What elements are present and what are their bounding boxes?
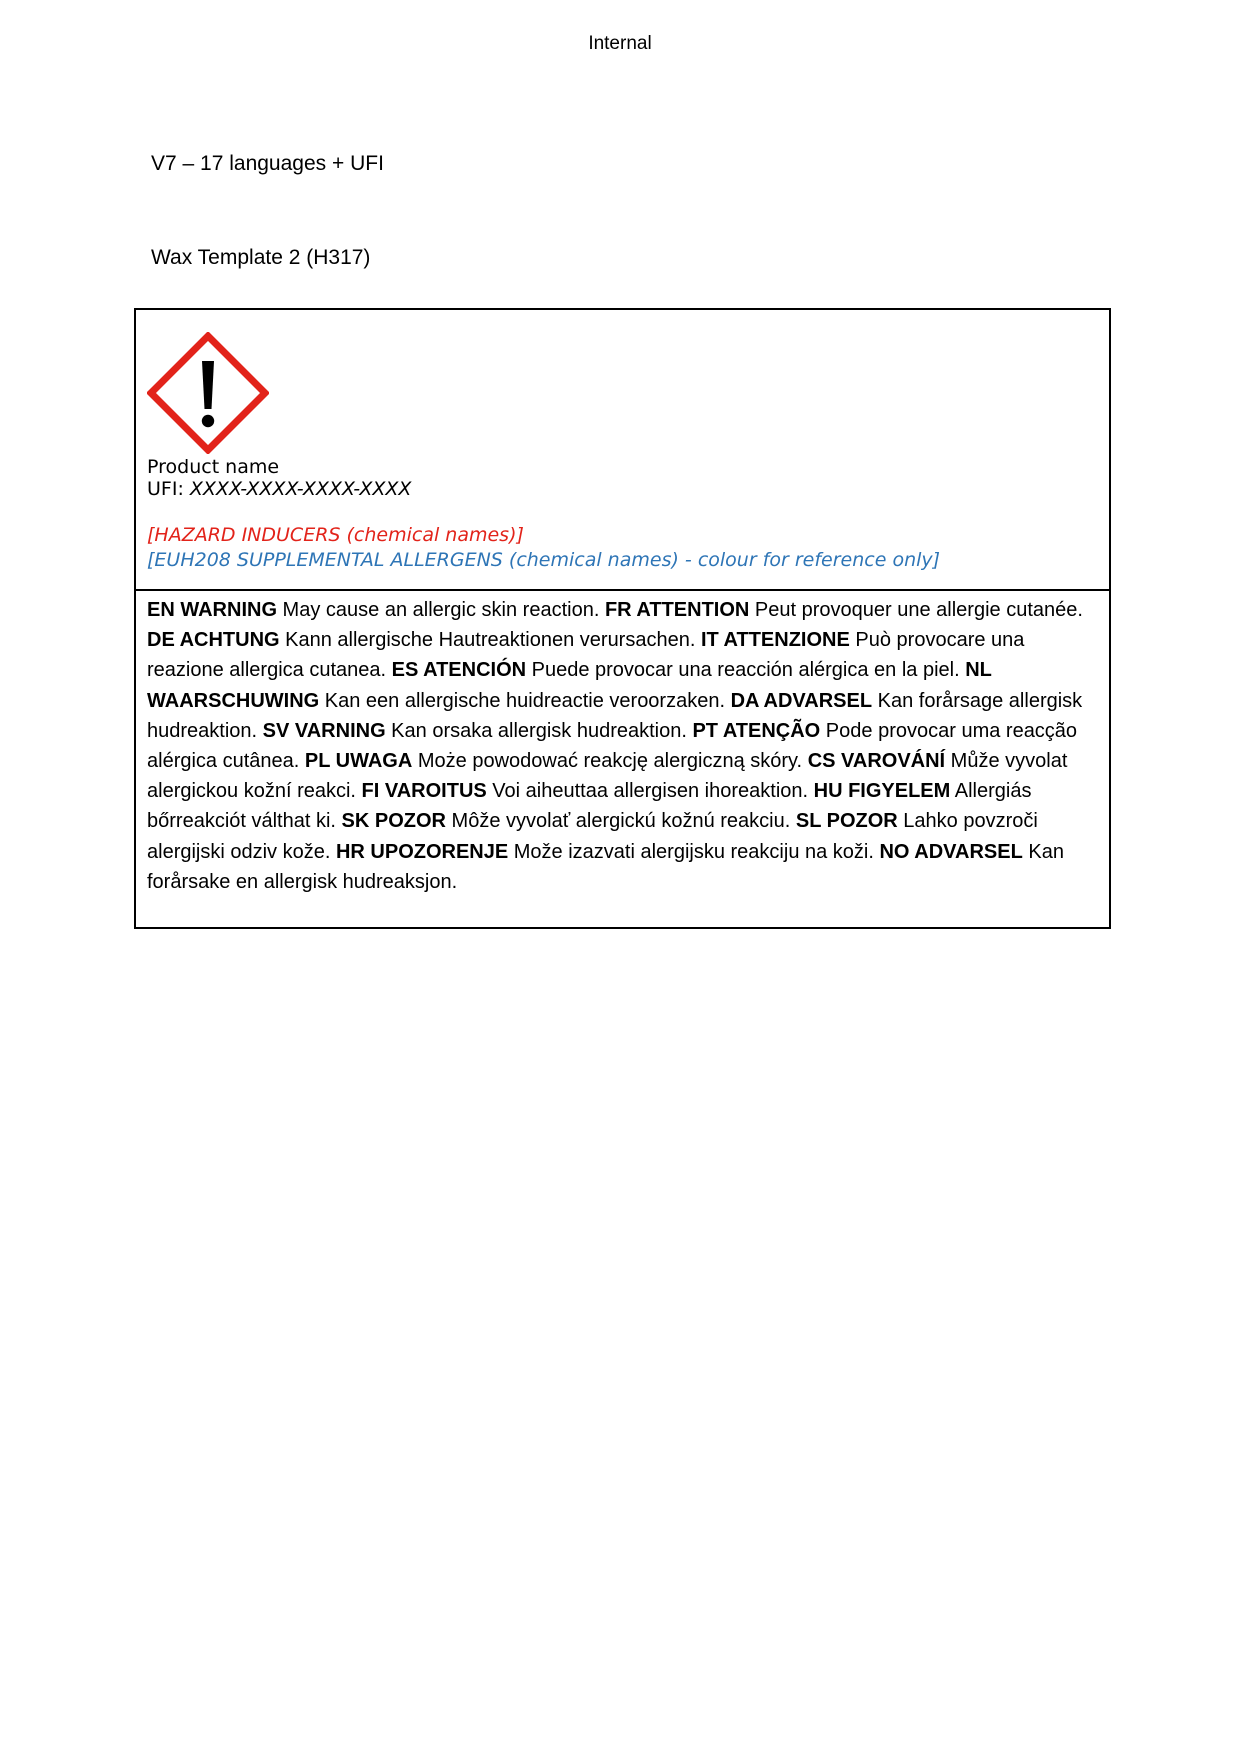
warning-statement: Puede provocar una reacción alérgica en la piel.	[526, 659, 966, 682]
warning-signal-word: DA ADVARSEL	[730, 689, 873, 712]
warning-signal-word: EN WARNING	[147, 599, 277, 621]
warning-signal-word: IT ATTENZIONE	[700, 629, 850, 652]
warning-signal-word: NO ADVARSEL	[879, 840, 1023, 863]
warning-signal-word: HU FIGYELEM	[813, 780, 951, 803]
hazard-inducers: [HAZARD INDUCERS (chemical names)]	[147, 524, 524, 546]
warning-signal-word: HR UPOZORENJE	[335, 840, 509, 863]
warning-signal-word: FR ATTENTION	[604, 599, 750, 621]
hazard-label	[134, 308, 1111, 929]
warning-statement: Allergiás bőrreakciót válthat ki.	[147, 780, 1032, 833]
warning-signal-word: CS VAROVÁNÍ	[807, 750, 946, 773]
warning-signal-word: SV VARNING	[262, 719, 386, 742]
warning-signal-word: NL WAARSCHUWING	[147, 659, 992, 712]
warning-statement: Kan een allergische huidreactie veroorzaken.	[319, 689, 731, 712]
warning-statement: Môže vyvolať alergickú kožnú reakciu.	[445, 810, 796, 833]
warning-statement: Może powodować reakcję alergiczną skóry.	[412, 750, 808, 773]
warning-signal-word: PT ATENÇÃO	[692, 719, 821, 742]
warning-statement: May cause an allergic skin reaction.	[277, 599, 605, 621]
supplemental-allergens: [EUH208 SUPPLEMENTAL ALLERGENS (chemical names) - colour for reference only]	[147, 549, 941, 571]
warning-signal-word: ES ATENCIÓN	[391, 659, 527, 682]
version-line: V7 – 17 languages + UFI	[151, 152, 384, 175]
warning-statement: Può provocare una reazione allergica cutanea.	[147, 629, 1025, 682]
warning-statements	[147, 595, 1102, 897]
warning-signal-word: DE ACHTUNG	[147, 629, 280, 652]
warning-statement: Pode provocar uma reacção alérgica cutânea.	[147, 719, 1078, 773]
ghs07-exclamation-mark-icon	[147, 332, 269, 454]
warning-statement: Kan orsaka allergisk hudreaktion.	[385, 719, 693, 742]
warning-statement: Může vyvolat alergickou kožní reakci.	[147, 750, 1068, 803]
warning-signal-word: FI VAROITUS	[361, 780, 487, 803]
warning-signal-word: SK POZOR	[341, 810, 446, 833]
warning-statement: Kann allergische Hautreaktionen verursachen.	[279, 629, 701, 652]
warning-statement: Može izazvati alergijsku reakciju na koži.	[508, 840, 880, 863]
warning-signal-word: PL UWAGA	[304, 750, 413, 773]
product-name: Product name	[147, 456, 280, 478]
ufi-line	[147, 478, 411, 500]
ufi-prefix: UFI:	[147, 478, 190, 500]
classification-header: Internal	[588, 33, 652, 54]
warning-statement: Voi aiheuttaa allergisen ihoreaktion.	[486, 780, 814, 803]
warning-statement: Kan forårsake en allergisk hudreaksjon.	[147, 840, 1064, 893]
label-identification-section	[136, 310, 1109, 591]
warning-statement: Kan forårsage allergisk hudreaktion.	[147, 689, 1083, 742]
warning-signal-word: SL POZOR	[795, 810, 898, 833]
warning-statement: Lahko povzroči alergijski odziv kože.	[147, 810, 1038, 863]
warning-statement: Peut provoquer une allergie cutanée.	[749, 599, 1083, 621]
ufi-value: XXXX-XXXX-XXXX-XXXX	[189, 478, 412, 500]
template-line: Wax Template 2 (H317)	[151, 246, 371, 269]
